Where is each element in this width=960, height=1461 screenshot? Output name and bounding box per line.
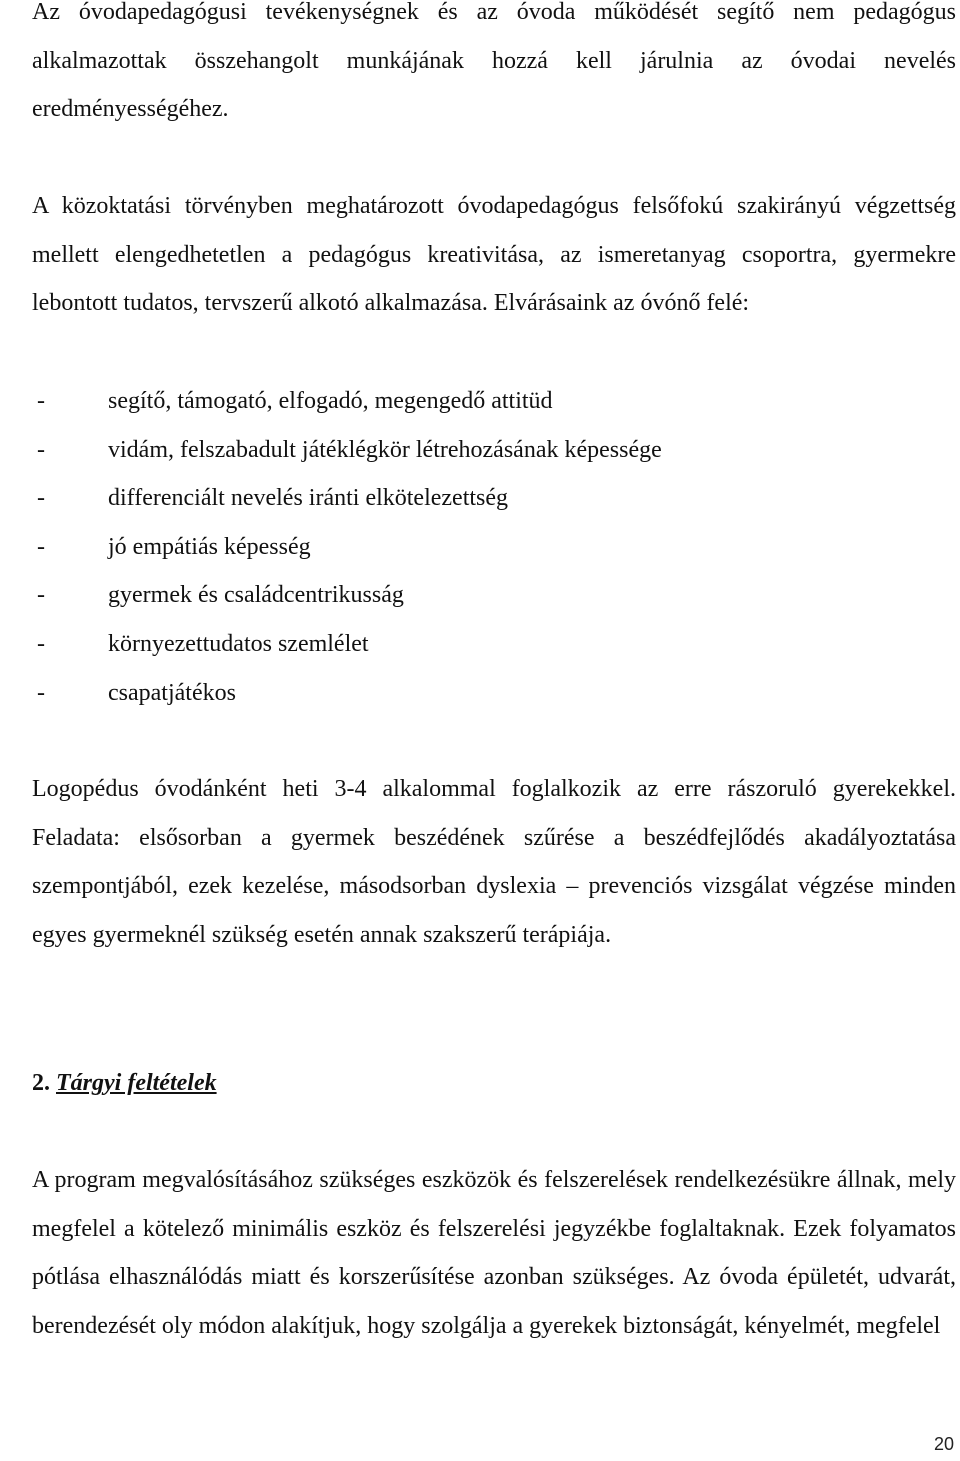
- list-item: [32, 669, 662, 718]
- paragraph-staff-cooperation: Az óvodapedagógusi tevékenységnek és az óvoda működését segítő nem pedagógus alkalmazottak összehangolt munkájának hozzá kell járulnia az óvodai nevelés eredményességéhez.: [32, 0, 956, 123]
- list-item: [32, 474, 662, 523]
- list-bullet: -: [37, 388, 45, 414]
- list-bullet: -: [37, 436, 45, 463]
- list-item-text: környezettudatos szemlélet: [108, 630, 369, 657]
- list-bullet: -: [37, 630, 45, 657]
- list-item: [32, 377, 662, 426]
- list-item-text: vidám, felszabadult játéklégkör létrehozásának képessége: [108, 436, 662, 463]
- list-item-text: jó empátiás képesség: [108, 533, 311, 560]
- paragraph-teacher-requirements: A közoktatási törvényben meghatározott óvodapedagógus felsőfokú szakirányú végzettség mellett elengedhetetlen a pedagógus kreativitása, az ismeretanyag csoportra, gyermekre lebontott tudatos, tervszerű alkotó alkalmazása. Elvárásaink az óvónő felé:: [32, 193, 956, 317]
- list-item: [32, 523, 662, 572]
- list-item-text: segítő, támogató, elfogadó, megengedő attitüd: [108, 388, 553, 414]
- section-number: 2.: [32, 1070, 50, 1096]
- page-number: 20: [933, 1434, 954, 1454]
- list-item-text: gyermek és családcentrikusság: [108, 582, 404, 609]
- section-heading: [32, 1059, 217, 1108]
- paragraph-material-conditions: A program megvalósításához szükséges eszközök és felszerelések rendelkezésükre állnak, mely megfelel a kötelező minimális eszköz és felszerelési jegyzékbe foglaltaknak. Ezek folyamatos pótlása elhasználódás miatt és korszerűsítése azonban szükséges. Az óvoda épületét, udvarát, berendezését oly módon alakítjuk, hogy szolgálja a gyerekek biztonságát, kényelmét, megfelel: [32, 1167, 956, 1339]
- list-item: [32, 620, 662, 669]
- section-title: Tárgyi feltételek: [56, 1070, 217, 1096]
- list-bullet: -: [37, 485, 45, 512]
- list-item: [32, 426, 662, 475]
- list-item-text: csapatjátékos: [108, 679, 236, 706]
- expectations-list: [32, 377, 662, 717]
- list-bullet: -: [37, 533, 45, 560]
- paragraph-speech-therapist: Logopédus óvodánként heti 3-4 alkalommal foglalkozik az erre rászoruló gyerekekkel. Feladata: elsősorban a gyermek beszédének szűrése a beszédfejlődés akadályoztatása szempontjából, ezek kezelése, másodsorban dyslexia – prevenciós vizsgálat végzése minden egyes gyermeknél szükség esetén annak szakszerű terápiája.: [32, 776, 956, 948]
- list-item: [32, 571, 662, 620]
- list-bullet: -: [37, 582, 45, 609]
- list-bullet: -: [37, 679, 45, 706]
- list-item-text: differenciált nevelés iránti elkötelezettség: [108, 485, 509, 512]
